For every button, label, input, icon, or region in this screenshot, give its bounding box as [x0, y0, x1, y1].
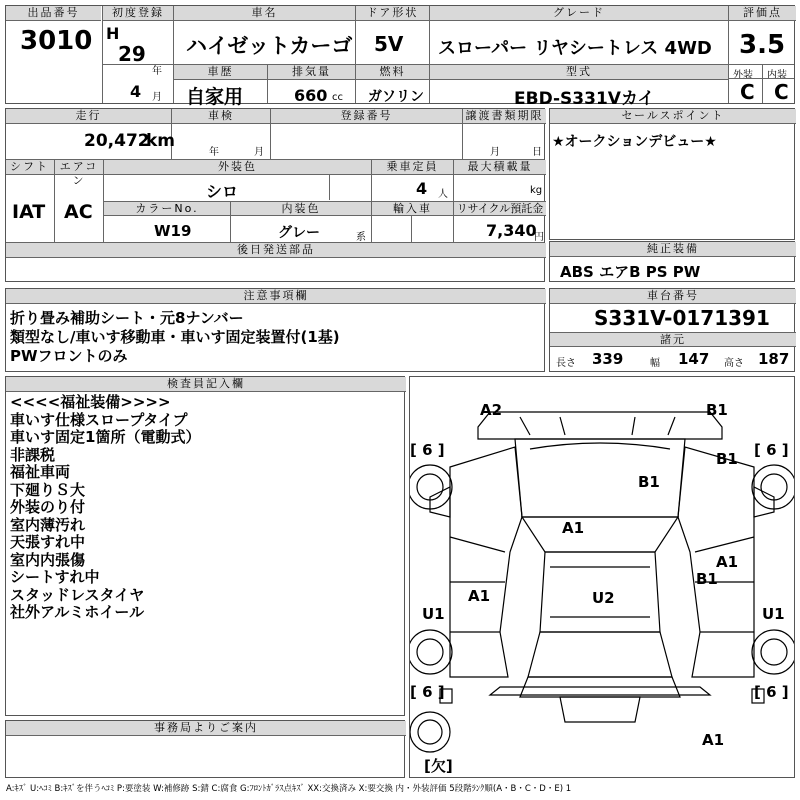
office-block — [5, 720, 405, 778]
door-type: 5V — [374, 32, 404, 56]
inspection-label: 車検 — [172, 109, 270, 124]
capacity: 4 — [416, 179, 428, 198]
era: H — [106, 24, 120, 43]
note-line: <<<<福祉装備>>>> — [10, 393, 171, 411]
genuine-block — [549, 241, 795, 282]
shift: IAT — [12, 201, 46, 223]
tire-depth: [ 6 ] — [410, 683, 445, 701]
damage-mark: B1 — [696, 570, 718, 588]
model-label: 型式 — [430, 65, 728, 80]
mileage-label: 走行 — [6, 109, 171, 124]
genuine-label: 純正装備 — [550, 242, 796, 257]
reg-no-label: 登録番号 — [271, 109, 462, 124]
insp-year-unit: 年 — [209, 147, 219, 158]
caution-line: 類型なし/車いす移動車・車いす固定装置付(1基) — [10, 328, 340, 346]
int-grade: C — [774, 80, 789, 104]
car-name: ハイゼットカーゴ — [186, 34, 353, 58]
wid-label: 幅 — [650, 358, 660, 369]
office-label: 事務局よりご案内 — [6, 721, 406, 736]
max-load-unit: kg — [530, 185, 543, 196]
tire-depth: [ 6 ] — [754, 441, 789, 459]
import-label: 輸入車 — [372, 201, 453, 216]
note-line: スタッドレスタイヤ — [10, 585, 145, 604]
max-load-label: 最大積載量 — [454, 160, 546, 175]
displacement: 660 — [294, 86, 328, 105]
capacity-unit: 人 — [438, 189, 448, 200]
first-reg-label: 初度登録 — [103, 6, 173, 21]
mileage-unit: km — [146, 131, 176, 151]
height: 187 — [758, 350, 790, 368]
insp-month-unit: 月 — [254, 147, 264, 158]
note-line: 福祉車両 — [10, 463, 71, 481]
note-line: 非課税 — [10, 445, 56, 464]
grade-label: グレード — [430, 6, 728, 21]
hei-label: 高さ — [724, 358, 744, 369]
history: 自家用 — [186, 86, 244, 108]
note-line: 車いす固定1箇所（電動式） — [10, 428, 201, 446]
int-color-suffix: 系 — [356, 232, 366, 243]
inspector-block — [5, 376, 405, 716]
lot-label: 出品番号 — [6, 6, 101, 21]
caution-line: 折り畳み補助シート・元8ナンバー — [10, 309, 244, 327]
damage-mark: A2 — [480, 401, 503, 419]
spec-block — [5, 108, 545, 282]
fuel-label: 燃料 — [356, 65, 429, 80]
damage-mark: A1 — [702, 731, 725, 749]
grade: スローパー リヤシートレス 4WD — [438, 38, 712, 59]
int-color-label: 内装色 — [231, 201, 371, 216]
history-label: 車歴 — [174, 65, 267, 80]
ext-color-label: 外装色 — [104, 160, 371, 175]
car-name-label: 車名 — [174, 6, 355, 21]
later-parts-label: 後日発送部品 — [6, 243, 546, 258]
year-unit: 年 — [152, 66, 162, 77]
shift-label: シフト — [6, 160, 54, 175]
lot-number: 3010 — [20, 26, 93, 56]
reg-month: 4 — [130, 82, 142, 101]
damage-mark: A1 — [562, 519, 585, 537]
legend: A:ｷｽﾞ U:ﾍｺﾐ B:ｷｽﾞを伴うﾍｺﾐ P:要塗装 W:補修跡 S:錆 C:腐食 G:ﾌﾛﾝﾄｶﾞﾗｽ点ｷｽﾞ XX:交換済み X:要交換 内・外装評価 5段階ﾗﾝｸ順(A・B・C・D・E) 1 — [6, 784, 572, 794]
int-color: グレー — [278, 225, 320, 241]
dims-label: 諸元 — [550, 332, 796, 347]
missing-mark: [欠] — [424, 757, 453, 775]
transfer-month-unit: 月 — [490, 147, 500, 158]
recycle-label: リサイクル預託金 — [454, 201, 546, 216]
ext-grade: C — [740, 80, 755, 104]
displacement-unit: cc — [332, 92, 343, 103]
reg-year: 29 — [118, 42, 146, 66]
tire-depth: [ 6 ] — [754, 683, 789, 701]
caution-line: PWフロントのみ — [10, 347, 128, 365]
sales-point-label: セールスポイント — [550, 109, 796, 124]
score: 3.5 — [739, 30, 786, 60]
month-unit: 月 — [152, 92, 162, 103]
transfer-day-unit: 日 — [532, 147, 542, 158]
width: 147 — [678, 350, 710, 368]
color-no: W19 — [154, 222, 192, 240]
capacity-label: 乗車定員 — [372, 160, 453, 175]
note-line: 下廻りＳ大 — [10, 480, 86, 499]
note-line: 車いす仕様スロープタイプ — [10, 410, 188, 429]
damage-mark: B1 — [716, 450, 738, 468]
note-line: 室内内張傷 — [10, 550, 86, 569]
damage-mark: A1 — [468, 587, 491, 605]
model: EBD-S331Vカイ — [514, 89, 655, 109]
genuine-equipment: ABS エアB PS PW — [560, 263, 701, 281]
int-grade-label: 内装 — [767, 70, 787, 81]
damage-mark: U2 — [592, 589, 615, 607]
note-line: 社外アルミホイール — [10, 603, 145, 621]
car-outline — [410, 377, 794, 777]
damage-mark: A1 — [716, 553, 739, 571]
note-line: 天張すれ中 — [10, 533, 86, 551]
damage-mark: B1 — [638, 473, 660, 491]
recycle: 7,340 — [486, 221, 537, 240]
note-line: 外装のり付 — [10, 498, 86, 516]
ext-grade-label: 外装 — [733, 70, 753, 81]
sales-point: ★オークションデビュー★ — [552, 134, 717, 150]
chassis-label: 車台番号 — [550, 289, 796, 304]
sales-point-block — [549, 108, 795, 240]
damage-mark: U1 — [762, 605, 785, 623]
tire-depth: [ 6 ] — [410, 441, 445, 459]
length: 339 — [592, 350, 624, 368]
car-diagram — [409, 376, 795, 778]
note-line: 室内薄汚れ — [10, 515, 86, 534]
ext-color: シロ — [206, 182, 239, 201]
header-block — [5, 5, 795, 109]
color-no-label: カラーNo. — [104, 201, 230, 216]
aircon-label: エアコン — [55, 160, 103, 175]
cautions-block — [5, 288, 545, 372]
inspector-label: 検査員記入欄 — [6, 377, 406, 392]
len-label: 長さ — [556, 358, 576, 369]
damage-mark: U1 — [422, 605, 445, 623]
damage-mark: B1 — [706, 401, 728, 419]
displacement-label: 排気量 — [268, 65, 355, 80]
recycle-unit: 円 — [534, 232, 544, 243]
cautions-label: 注意事項欄 — [6, 289, 546, 304]
fuel: ガソリン — [368, 89, 424, 105]
mileage: 20,472 — [84, 131, 150, 151]
transfer-label: 譲渡書類期限 — [463, 109, 546, 124]
aircon: AC — [64, 201, 93, 223]
score-label: 評価点 — [729, 6, 796, 21]
door-label: ドア形状 — [356, 6, 429, 21]
chassis-block — [549, 288, 795, 372]
note-line: シートすれ中 — [10, 568, 100, 586]
chassis-number: S331V-0171391 — [594, 306, 770, 330]
